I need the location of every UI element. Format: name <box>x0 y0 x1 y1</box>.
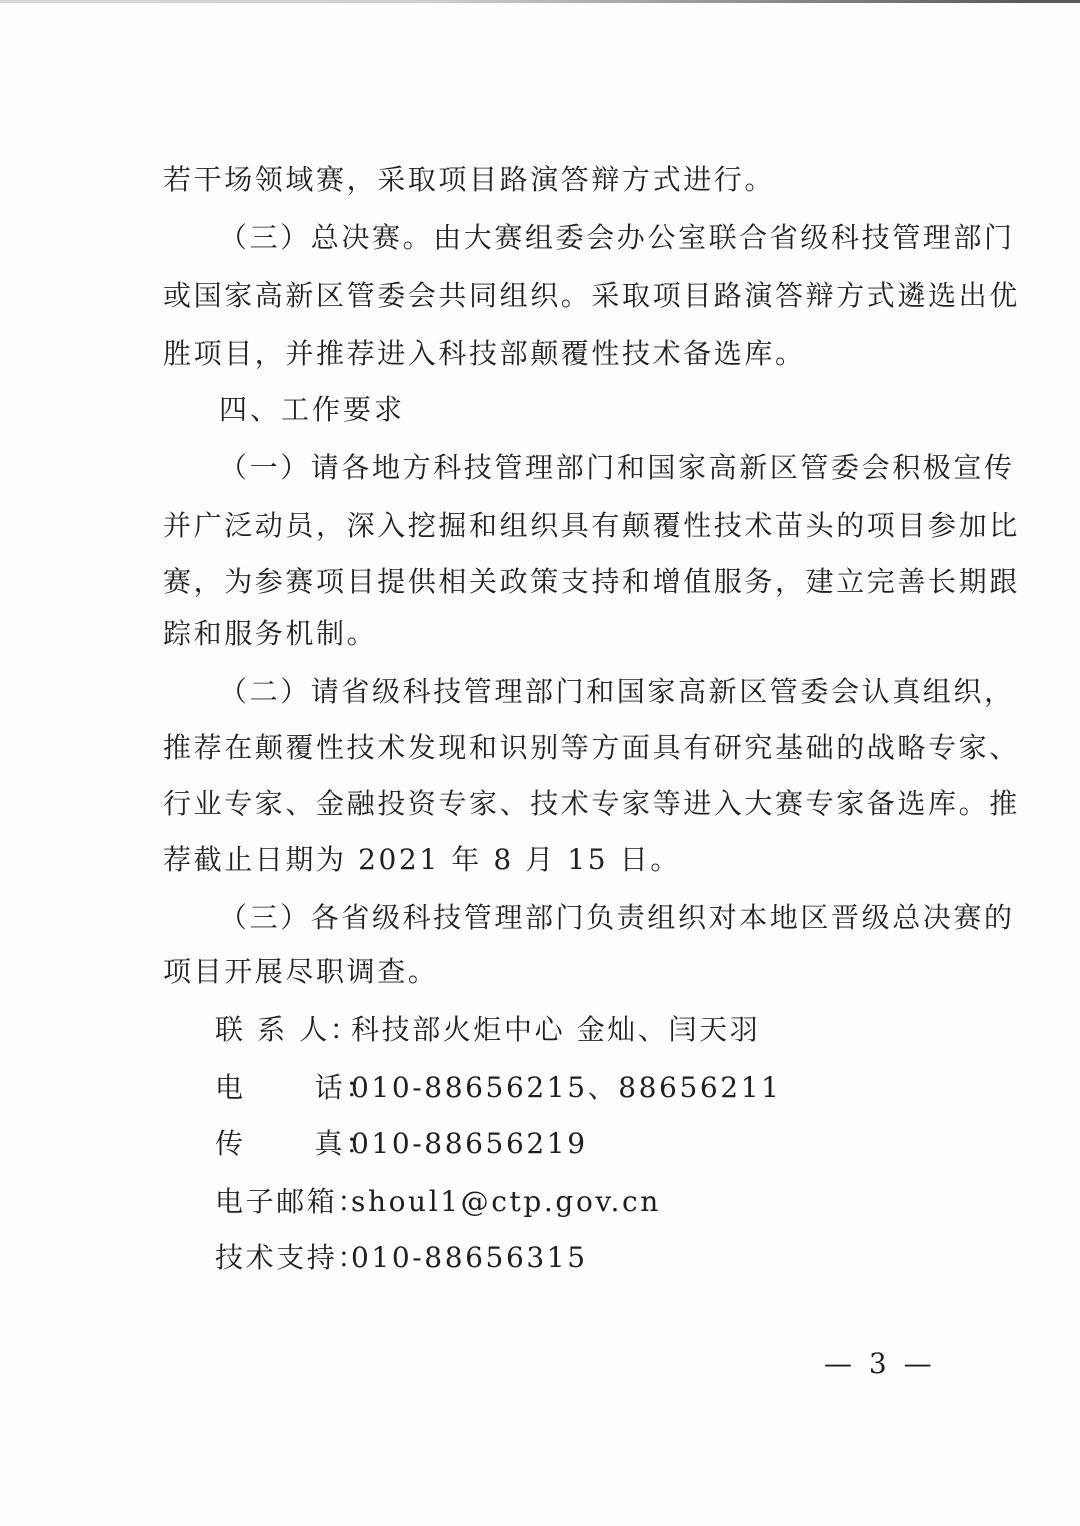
body-line: 行业专家、金融投资专家、技术专家等进入大赛专家备选库。推 <box>163 787 1020 820</box>
requirement-2: （二）请省级科技管理部门和国家高新区管委会认真组织， <box>219 675 1015 708</box>
contact-label: 联 系 人： <box>215 1013 361 1046</box>
section-3-final: （三）总决赛。由大赛组委会办公室联合省级科技管理部门 <box>219 221 1015 254</box>
page-number: — 3 — <box>824 1347 936 1380</box>
contact-label: 传 真： <box>215 1127 376 1160</box>
body-line: 若干场领域赛，采取项目路演答辩方式进行。 <box>163 163 776 196</box>
body-line: 或国家高新区管委会共同组织。采取项目路演答辩方式遴选出优 <box>163 279 1020 312</box>
contact-value: 010-88656315 <box>351 1241 588 1274</box>
body-line: 踪和服务机制。 <box>163 617 378 650</box>
body-line: 胜项目，并推荐进入科技部颠覆性技术备选库。 <box>163 337 806 370</box>
contact-label: 电 话： <box>215 1071 376 1104</box>
contact-tech-support <box>215 1238 588 1278</box>
contact-value: 010-88656215、88656211 <box>351 1071 782 1104</box>
contact-label: 电子邮箱： <box>215 1185 369 1218</box>
contact-value: 科技部火炬中心 金灿、闫天羽 <box>351 1013 761 1046</box>
body-line: 荐截止日期为 2021 年 8 月 15 日。 <box>163 843 681 876</box>
requirement-1: （一）请各地方科技管理部门和国家高新区管委会积极宣传 <box>219 451 1015 484</box>
body-line: 推荐在颠覆性技术发现和识别等方面具有研究基础的战略专家、 <box>163 731 1020 764</box>
contact-label: 技术支持： <box>215 1241 369 1274</box>
section-heading-work-requirements: 四、工作要求 <box>219 393 406 426</box>
body-line: 并广泛动员，深入挖掘和组织具有颠覆性技术苗头的项目参加比 <box>163 509 1020 542</box>
contact-email <box>215 1182 661 1222</box>
contact-value: 010-88656219 <box>351 1127 588 1160</box>
contact-person <box>215 1010 760 1050</box>
contact-value: shoul1@ctp.gov.cn <box>351 1185 661 1218</box>
body-line: 赛，为参赛项目提供相关政策支持和增值服务，建立完善长期跟 <box>163 565 1020 598</box>
contact-phone <box>215 1068 782 1108</box>
requirement-3: （三）各省级科技管理部门负责组织对本地区晋级总决赛的 <box>219 901 1015 934</box>
contact-fax <box>215 1124 588 1164</box>
body-line: 项目开展尽职调查。 <box>163 955 439 988</box>
